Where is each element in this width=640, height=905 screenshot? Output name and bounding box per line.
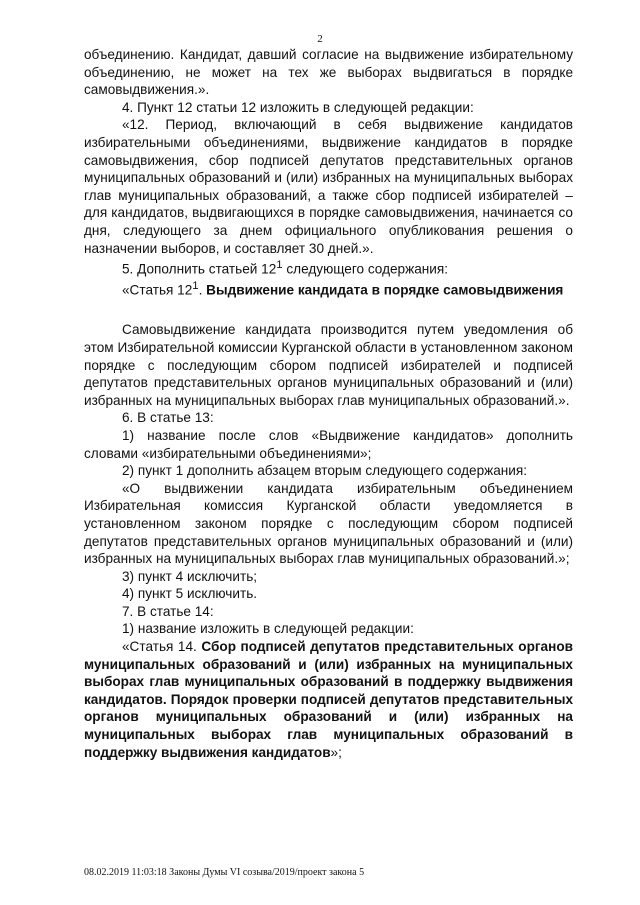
article-12-1-label: «Статья 12 bbox=[122, 282, 193, 298]
paragraph-item-6-3: 3) пункт 4 исключить; bbox=[122, 568, 258, 584]
paragraph-item-4: 4. Пункт 12 статьи 12 изложить в следующей редакции: bbox=[122, 99, 474, 115]
article-12-1-title: Выдвижение кандидата в порядке самовыдвижения bbox=[206, 282, 564, 298]
paragraph-item-7: 7. В статье 14: bbox=[122, 603, 214, 619]
paragraph-item-7-1: 1) название изложить в следующей редакции: bbox=[122, 621, 414, 637]
paragraph-point-12: «12. Период, включающий в себя выдвижение кандидатов избирательными объединениями, выдвижение кандидатов в порядке самовыдвижения, сбор подписей депутатов представительных органов муниципальных образований и (или) избранных на муниципальных выборах глав муниципальных образований, а также сбор подписей избирателей – для кандидатов, выдвигающихся в порядке самовыдвижения, начинается со дня, следующего за днем официального опубликования решения о назначении выборов, и составляет 30 дней.». bbox=[84, 117, 573, 256]
paragraph-item-6-2: 2) пункт 1 дополнить абзацем вторым следующего содержания: bbox=[122, 463, 528, 479]
paragraph-item-6-1: 1) название после слов «Выдвижение кандидатов» дополнить словами «избирательными объединениями»; bbox=[84, 427, 573, 461]
item-5-superscript: 1 bbox=[276, 259, 283, 272]
article-14-closing: »; bbox=[330, 744, 342, 760]
item-5-text: 5. Дополнить статьей 12 bbox=[122, 261, 277, 277]
page-number: 2 bbox=[317, 33, 323, 45]
article-14-heading bbox=[84, 638, 573, 761]
paragraph-nomination-notice: «О выдвижении кандидата избирательным объединением Избирательная комиссия Курганской области уведомляется в установленном законом порядке с последующим сбором подписей депутатов представительных органов муниципальных образований и (или) избранных на муниципальных выборах глав муниципальных образований.»; bbox=[84, 480, 573, 567]
footer-stamp: 08.02.2019 11:03:18 Законы Думы VI созыва/2019/проект закона 5 bbox=[84, 867, 365, 878]
article-14-title: Сбор подписей депутатов представительных органов муниципальных образований и (или) избранных на муниципальных выборах глав муниципальных образований в поддержку выдвижения кандидатов. Порядок проверки подписей депутатов представительных органов муниципальных образований и (или) избранных на муниципальных выборах глав муниципальных образований в поддержку выдвижения кандидатов bbox=[84, 639, 573, 760]
article-12-1-heading bbox=[84, 278, 573, 299]
paragraph-item-6-4: 4) пункт 5 исключить. bbox=[122, 586, 258, 602]
paragraph-item-6: 6. В статье 13: bbox=[122, 410, 214, 426]
paragraph-self-nomination: Самовыдвижение кандидата производится путем уведомления об этом Избирательной комиссии Курганской области в установленном законом порядке с последующим сбором подписей избирателей и подписей депутатов представительных органов муниципальных образований и (или) избранных на муниципальных выборах глав муниципальных образований.». bbox=[84, 322, 573, 408]
article-12-1-dot: . bbox=[198, 282, 207, 298]
paragraph-item-5 bbox=[84, 257, 573, 278]
item-5-text-end: следующего содержания: bbox=[282, 261, 449, 277]
paragraph-continuation: объединению. Кандидат, давший согласие на выдвижение избирательному объединению, не может на тех же выборах выдвигаться в порядке самовыдвижения.». bbox=[84, 47, 573, 98]
blank-line bbox=[84, 299, 573, 321]
document-body bbox=[84, 46, 573, 761]
article-12-1-superscript: 1 bbox=[192, 280, 199, 293]
article-14-label: «Статья 14. bbox=[122, 639, 202, 655]
